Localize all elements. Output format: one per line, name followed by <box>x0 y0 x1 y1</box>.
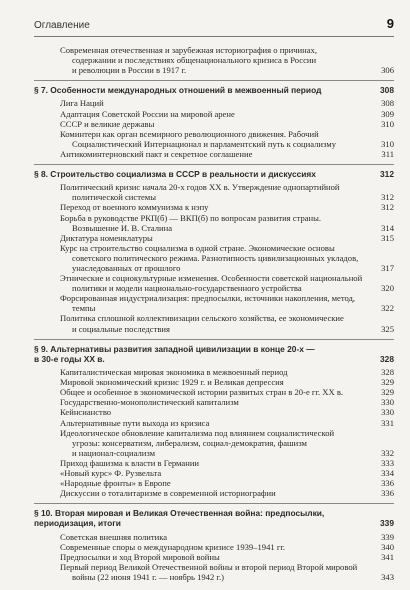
toc-entry-page: 341 <box>381 551 394 562</box>
section-heading-line: периодизация, итоги <box>34 518 121 529</box>
toc-entry-page: 336 <box>381 478 394 489</box>
toc-entry-line: Приход фашизма к власти в Германии <box>60 457 200 468</box>
toc-entry-line: Современная отечественная и зарубежная историография о причинах, <box>60 45 317 55</box>
toc-entry-text <box>34 293 370 313</box>
toc-entry <box>34 45 394 75</box>
toc-entry-line: Современные споры о международном кризисе 1939–1941 гг. <box>60 541 286 552</box>
toc-entry <box>34 149 394 159</box>
toc-entry-line: Общее и особенное в экономической истории развитых стран в 20-е гг. XX в. <box>60 387 344 398</box>
toc-entry-line: и революции в России в 1917 г. <box>72 65 187 76</box>
toc-entry-line: Переход от военного коммунизма к нэпу <box>60 202 209 213</box>
toc-entry-line: Дискуссии о тоталитаризме в современной историографии <box>60 488 276 499</box>
toc-entry-page: 317 <box>381 263 394 273</box>
toc-entry-text <box>34 552 370 562</box>
toc-entry-page: 328 <box>381 367 394 378</box>
toc-entry-line: угрозы: консерватизм, либерализм, социал-демократия, фашизм <box>72 437 307 448</box>
section-heading-line: § 8. Строительство социализма в СССР в реальности и дискуссиях <box>34 169 316 180</box>
toc-entry-line: Государственно-монополистический капитализм <box>60 397 239 408</box>
toc-entry <box>34 182 394 202</box>
toc-entry-page: 306 <box>381 65 394 76</box>
toc-entry-page: 320 <box>381 283 394 294</box>
toc-entry-page: 333 <box>381 457 394 468</box>
section-heading <box>34 169 394 179</box>
toc-entry-text <box>34 129 370 149</box>
toc-entry-text <box>34 407 370 417</box>
toc-entry-text <box>34 273 370 293</box>
toc-entry <box>34 98 394 108</box>
toc-entry-line: Социалистический Интернационал и парламентский путь к социализму <box>72 138 336 149</box>
toc-entry-text <box>34 109 370 119</box>
section-heading-line: § 10. Вторая мировая и Великая Отечественная война: предпосылки, <box>34 508 325 519</box>
toc-entry-text <box>34 367 370 377</box>
toc-entry-page: 312 <box>381 202 394 213</box>
toc-entry-page: 330 <box>381 397 394 408</box>
toc-entry-line: Форсированная индустриализация: предпосылки, источники накопления, метод, <box>60 293 356 304</box>
toc-entry-line: Советская внешняя политика <box>60 531 168 542</box>
toc-entry-text <box>34 542 370 552</box>
toc-entry-page: 329 <box>381 387 394 398</box>
toc-entry-page: 329 <box>381 377 394 388</box>
toc-entry-page: 334 <box>381 468 394 478</box>
toc-entry-page: 325 <box>381 323 394 334</box>
toc-entry-text <box>34 243 370 273</box>
toc-entry <box>34 542 394 552</box>
toc-section <box>34 164 394 334</box>
section-heading-line: в 30-е годы XX в. <box>34 353 105 364</box>
toc-entry <box>34 367 394 377</box>
section-heading <box>34 344 394 364</box>
toc-entry-text <box>34 119 370 129</box>
section-page: 308 <box>380 85 394 96</box>
toc-entry <box>34 243 394 273</box>
toc-entry-line: СССР и великие державы <box>60 118 155 129</box>
toc-section <box>34 339 394 499</box>
toc-entry <box>34 407 394 417</box>
toc-entry-page: 314 <box>381 222 394 233</box>
section-heading <box>34 85 394 95</box>
toc-entry-line: темпы <box>72 303 96 314</box>
toc-entry-line: Диктатура номенклатуры <box>60 232 153 243</box>
toc-entry <box>34 119 394 129</box>
toc-entry-line: унаследованных от прошлого <box>72 263 181 273</box>
toc-entry-line: Политика сплошной коллективизации сельского хозяйства, ее экономические <box>60 313 344 324</box>
toc-entry-text <box>34 98 370 108</box>
toc-entry-text <box>34 387 370 397</box>
toc-entry <box>34 397 394 407</box>
toc-section <box>34 80 394 159</box>
page-number: 9 <box>386 16 394 31</box>
toc-entry <box>34 387 394 397</box>
toc-entry-text <box>34 149 370 159</box>
toc-entry-text <box>34 458 370 468</box>
toc-entry-line: Курс на строительство социализма в одной стране. Экономические основы <box>60 242 335 253</box>
toc-entry-line: и социальные последствия <box>72 323 170 334</box>
section-heading-line: § 9. Альтернативы развития западной цивилизации в конце 20-х — <box>34 343 315 354</box>
header-rule <box>34 36 394 37</box>
page-header <box>0 0 410 36</box>
toc-entry-line: советского политического режима. Разнотипность цивилизационных укладов, <box>72 252 359 263</box>
toc-entry <box>34 488 394 498</box>
toc-entry-page: 339 <box>381 531 394 542</box>
toc-entry-page: 322 <box>381 303 394 314</box>
toc-entry-page: 332 <box>381 447 394 458</box>
toc-entry-text <box>34 428 370 458</box>
toc-entry-text <box>34 478 370 488</box>
toc-entry-text <box>34 202 370 212</box>
toc-entry-page: 331 <box>381 417 394 428</box>
section-heading <box>34 508 394 528</box>
toc-entry-page: 309 <box>381 108 394 119</box>
toc-entry <box>34 532 394 542</box>
toc-entry-line: Кейнсианство <box>60 407 112 418</box>
toc-entry <box>34 313 394 333</box>
section-page: 339 <box>380 518 394 529</box>
toc-entry-line: Возвышение И. В. Сталина <box>72 222 173 233</box>
toc-entry-line: Первый период Великой Отечественной войны и второй период Второй мировой <box>60 561 358 572</box>
toc-entry-page: 330 <box>381 407 394 418</box>
toc-entry <box>34 213 394 233</box>
toc-entry-line: содержании и последствиях общенационального кризиса в России <box>72 55 317 66</box>
toc-entry-text <box>34 562 370 582</box>
toc-entry <box>34 428 394 458</box>
toc-entry-line: Мировой экономический кризис 1929 г. и Великая депрессия <box>60 377 284 388</box>
section-page: 328 <box>380 353 394 364</box>
toc-entry-text <box>34 233 370 243</box>
toc-entry-text <box>34 313 370 333</box>
toc-entry <box>34 418 394 428</box>
toc-entry-page: 343 <box>381 572 394 583</box>
toc-entry <box>34 552 394 562</box>
toc-entry-text <box>34 397 370 407</box>
toc-entry-line: Этнические и социокультурные изменения. Особенности советской национальной <box>60 273 363 284</box>
toc-entry <box>34 233 394 243</box>
toc-entry-page: 336 <box>381 488 394 499</box>
toc-entry-text <box>34 468 370 478</box>
toc-entry <box>34 562 394 582</box>
toc-entry-page: 310 <box>381 138 394 149</box>
toc-entry-line: войны (22 июня 1941 г. — ноябрь 1942 г.) <box>72 572 224 583</box>
toc-entry-page: 312 <box>381 192 394 203</box>
toc-entry-line: политической системы <box>72 192 156 203</box>
toc-entry <box>34 478 394 488</box>
toc-entry <box>34 273 394 293</box>
toc-entry-text <box>34 488 370 498</box>
toc-entry-page: 311 <box>381 148 394 159</box>
toc-entry-line: Адаптация Советской России на мировой арене <box>60 108 235 119</box>
toc-entry-text <box>34 45 370 75</box>
toc-entry <box>34 202 394 212</box>
toc-entry <box>34 129 394 149</box>
toc-entry-line: Антикоминтерновский пакт и секретное соглашение <box>60 148 253 159</box>
toc-entry <box>34 109 394 119</box>
toc-entry-line: Политический кризис начала 20-х годов XX в. Утверждение однопартийной <box>60 182 340 193</box>
toc-entry-line: Лига Наций <box>60 98 104 109</box>
toc-entry <box>34 293 394 313</box>
toc-entry-line: Альтернативные пути выхода из кризиса <box>60 417 210 428</box>
running-title: Оглавление <box>34 20 90 31</box>
toc-entry-text <box>34 532 370 542</box>
toc-entry-text <box>34 377 370 387</box>
section-page: 312 <box>380 169 394 180</box>
toc-entry-text <box>34 182 370 202</box>
toc-entry <box>34 468 394 478</box>
toc-entry-page: 308 <box>381 98 394 109</box>
toc-entry-line: Капиталистическая мировая экономика в межвоенный период <box>60 367 288 378</box>
toc-entry-line: Коминтерн как орган всемирного революционного движения. Рабочий <box>60 128 319 139</box>
toc-entry <box>34 458 394 468</box>
toc-entry-text <box>34 213 370 233</box>
toc-entry-page: 315 <box>381 232 394 243</box>
toc-section <box>34 503 394 582</box>
table-of-contents <box>34 45 394 582</box>
toc-entry <box>34 377 394 387</box>
toc-entry-line: Идеологическое обновление капитализма под влиянием социалистической <box>60 427 335 438</box>
toc-entry-line: и национал-социализм <box>72 447 156 458</box>
toc-entry-page: 310 <box>381 118 394 129</box>
toc-entry-line: «Новый курс» Ф. Рузвельта <box>60 468 162 478</box>
toc-entry-line: Предпосылки и ход Второй мировой войны <box>60 551 220 562</box>
toc-entry-page: 340 <box>381 541 394 552</box>
toc-entry-line: Борьба в руководстве РКП(б) — ВКП(б) по вопросам развития страны. <box>60 212 322 223</box>
toc-entry-text <box>34 418 370 428</box>
toc-entry-line: политики и модели национально-государственного устройства <box>72 283 302 294</box>
section-heading-line: § 7. Особенности международных отношений в межвоенный период <box>34 85 322 96</box>
toc-entry-line: «Народные фронты» в Европе <box>60 478 171 489</box>
